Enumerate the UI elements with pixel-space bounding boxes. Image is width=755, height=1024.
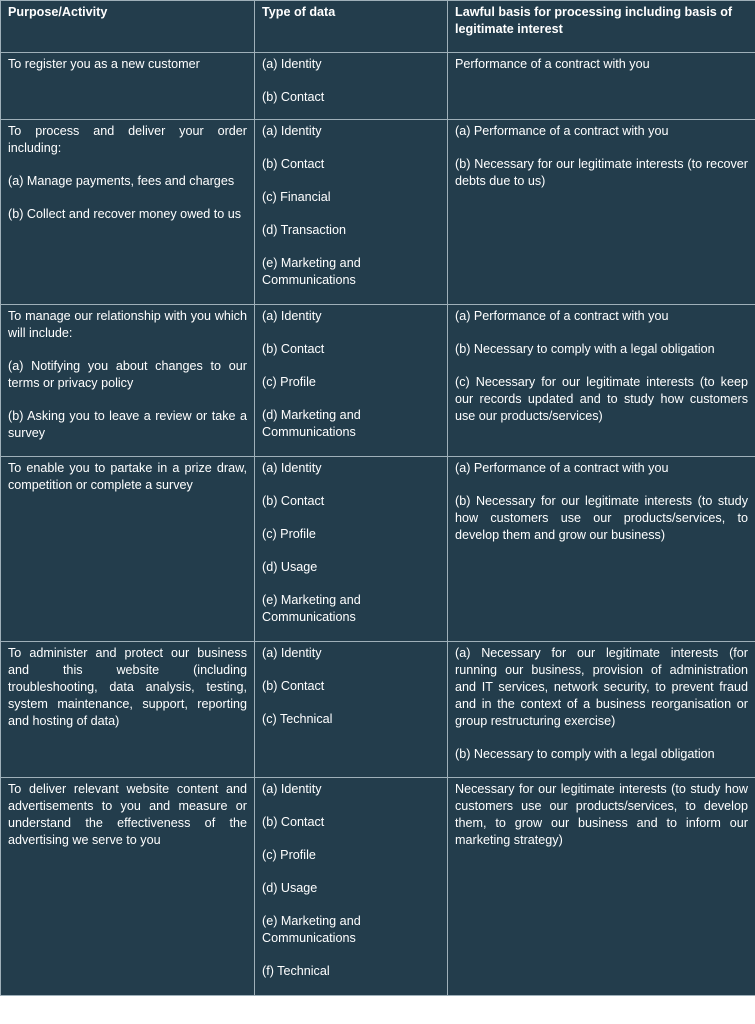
data-type-cell bbox=[255, 53, 448, 120]
basis-text: Necessary for our legitimate interests (to study how customers use our products/services, to develop them, to grow our business and to inform our marketing strategy) bbox=[455, 782, 748, 847]
data-type-item: (d) Transaction bbox=[262, 223, 346, 237]
purpose-text: To deliver relevant website content and advertisements to you and measure or understand the effectiveness of the advertising we serve to you bbox=[8, 782, 247, 847]
table-row bbox=[1, 457, 755, 642]
table-row bbox=[1, 305, 755, 457]
basis-text: (b) Necessary to comply with a legal obligation bbox=[455, 342, 715, 356]
data-type-item: (a) Identity bbox=[262, 124, 322, 138]
data-type-item: (e) Marketing and Communications bbox=[262, 593, 361, 624]
data-type-item: (c) Profile bbox=[262, 848, 316, 862]
table-row bbox=[1, 53, 755, 120]
data-type-item: (f) Technical bbox=[262, 964, 330, 978]
table-row bbox=[1, 642, 755, 778]
purpose-cell bbox=[1, 457, 255, 642]
basis-text: (c) Necessary for our legitimate interests (to keep our records updated and to study how customers use our products/services) bbox=[455, 375, 748, 423]
table-header-row bbox=[1, 1, 755, 53]
purpose-cell bbox=[1, 642, 255, 778]
purpose-cell bbox=[1, 778, 255, 996]
data-type-item: (b) Contact bbox=[262, 679, 325, 693]
basis-text: (a) Performance of a contract with you bbox=[455, 309, 669, 323]
purpose-text: (a) Notifying you about changes to our terms or privacy policy bbox=[8, 359, 247, 390]
data-type-cell bbox=[255, 457, 448, 642]
header-purpose: Purpose/Activity bbox=[1, 1, 255, 53]
data-type-item: (c) Profile bbox=[262, 375, 316, 389]
purpose-text: To administer and protect our business and this website (including troubleshooting, data analysis, testing, system maintenance, support, reporting and hosting of data) bbox=[8, 646, 247, 728]
data-type-cell bbox=[255, 642, 448, 778]
data-type-item: (d) Usage bbox=[262, 881, 318, 895]
purpose-text: To manage our relationship with you which will include: bbox=[8, 309, 247, 340]
basis-text: (b) Necessary for our legitimate interests (to study how customers use our products/services, to develop them and grow our business) bbox=[455, 494, 748, 542]
purpose-cell bbox=[1, 305, 255, 457]
data-type-item: (a) Identity bbox=[262, 309, 322, 323]
data-type-item: (a) Identity bbox=[262, 646, 322, 660]
data-type-item: (c) Profile bbox=[262, 527, 316, 541]
purpose-text: (b) Asking you to leave a review or take a survey bbox=[8, 409, 247, 440]
basis-cell bbox=[448, 778, 755, 996]
data-type-item: (d) Marketing and Communications bbox=[262, 408, 361, 439]
basis-text: (b) Necessary for our legitimate interests (to recover debts due to us) bbox=[455, 157, 748, 188]
table-row bbox=[1, 120, 755, 305]
basis-text: Performance of a contract with you bbox=[455, 57, 650, 71]
data-type-item: (b) Contact bbox=[262, 494, 325, 508]
basis-cell bbox=[448, 305, 755, 457]
header-lawful-basis: Lawful basis for processing including basis of legitimate interest bbox=[448, 1, 755, 53]
data-type-item: (b) Contact bbox=[262, 90, 325, 104]
data-type-cell bbox=[255, 305, 448, 457]
basis-cell bbox=[448, 53, 755, 120]
basis-text: (b) Necessary to comply with a legal obligation bbox=[455, 747, 715, 761]
header-data-type: Type of data bbox=[255, 1, 448, 53]
purpose-text: To enable you to partake in a prize draw, competition or complete a survey bbox=[8, 461, 247, 492]
data-type-cell bbox=[255, 120, 448, 305]
purpose-text: To register you as a new customer bbox=[8, 57, 200, 71]
purpose-cell bbox=[1, 53, 255, 120]
data-type-item: (a) Identity bbox=[262, 461, 322, 475]
table-row bbox=[1, 778, 755, 996]
data-type-item: (b) Contact bbox=[262, 815, 325, 829]
data-type-item: (d) Usage bbox=[262, 560, 318, 574]
data-type-item: (b) Contact bbox=[262, 342, 325, 356]
basis-cell bbox=[448, 120, 755, 305]
data-type-item: (e) Marketing and Communications bbox=[262, 914, 361, 945]
purpose-text: To process and deliver your order including: bbox=[8, 124, 247, 155]
data-type-item: (c) Technical bbox=[262, 712, 333, 726]
data-type-item: (a) Identity bbox=[262, 57, 322, 71]
data-type-item: (c) Financial bbox=[262, 190, 331, 204]
basis-text: (a) Necessary for our legitimate interests (for running our business, provision of administration and IT services, network security, to prevent fraud and in the context of a business reorganisation or group restructuring exercise) bbox=[455, 646, 748, 728]
data-type-item: (a) Identity bbox=[262, 782, 322, 796]
basis-text: (a) Performance of a contract with you bbox=[455, 461, 669, 475]
data-type-cell bbox=[255, 778, 448, 996]
basis-cell bbox=[448, 457, 755, 642]
data-type-item: (e) Marketing and Communications bbox=[262, 256, 361, 287]
purpose-cell bbox=[1, 120, 255, 305]
basis-cell bbox=[448, 642, 755, 778]
purpose-text: (b) Collect and recover money owed to us bbox=[8, 207, 242, 221]
data-type-item: (b) Contact bbox=[262, 157, 325, 171]
purpose-text: (a) Manage payments, fees and charges bbox=[8, 174, 235, 188]
basis-text: (a) Performance of a contract with you bbox=[455, 124, 669, 138]
